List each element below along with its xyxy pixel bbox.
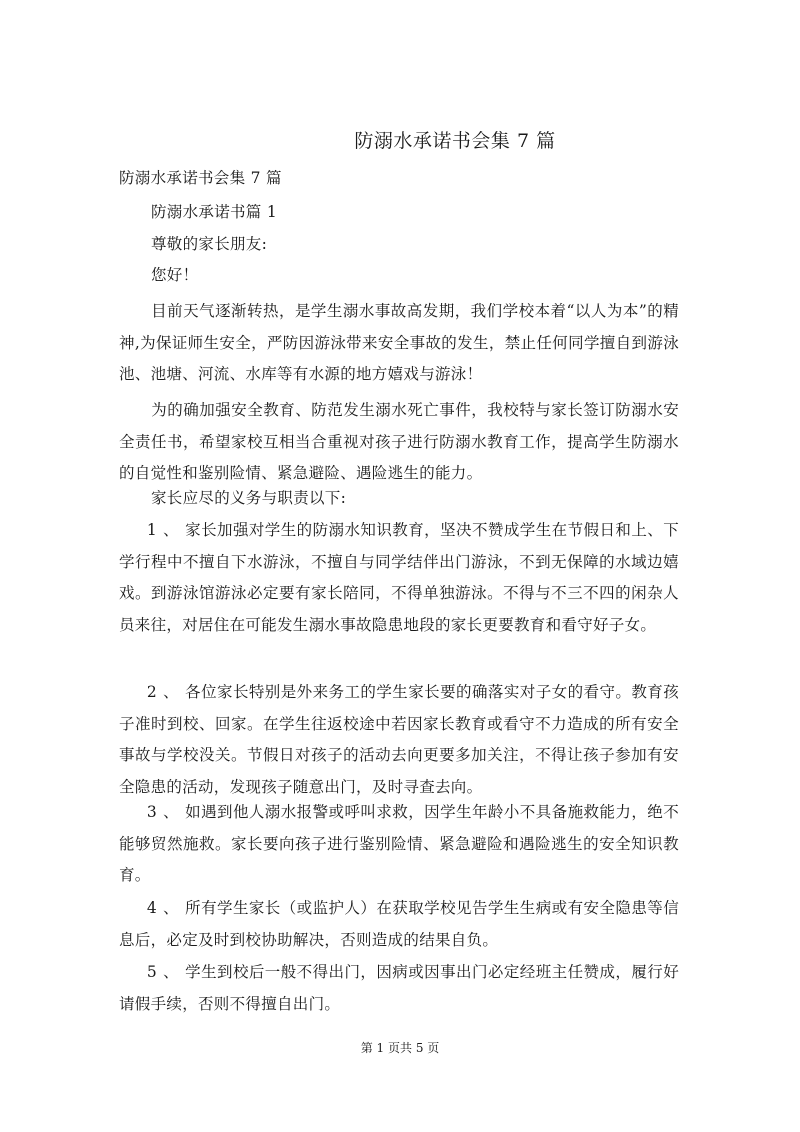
list-item-number: 5 (146, 963, 157, 981)
paragraph-1 (119, 296, 679, 391)
list-item-text: 学生到校后一般不得出门，因病或因事出门必定经班主任赞成，履行好请假手续，否则不得擅自出门。 (119, 963, 679, 1013)
list-item-separator: 、 (163, 963, 179, 981)
list-item-separator: 、 (163, 899, 179, 917)
section-heading: 防溺水承诺书篇 1 (151, 203, 277, 221)
paragraph-2 (119, 395, 679, 490)
list-item-separator: 、 (163, 803, 179, 821)
list-item-4 (119, 893, 679, 956)
list-item-text: 家长加强对学生的防溺水知识教育，坚决不赞成学生在节假日和上、下学行程中不擅自下水游泳，不擅自与同学结伴出门游泳，不到无保障的水域边嬉戏。到游泳馆游泳必定要有家长陪同，不得单独游泳。不得与不三不四的闲杂人员来往，对居住在可能发生溺水事故隐患地段的家长更要教育和看守好子女。 (119, 521, 679, 634)
list-item-number: 3 (146, 803, 157, 821)
paragraph-3 (119, 483, 679, 515)
list-item-separator: 、 (163, 683, 179, 701)
list-item-text: 所有学生家长（或监护人）在获取学校见告学生生病或有安全隐患等信息后，必定及时到校协助解决，否则造成的结果自负。 (119, 899, 679, 949)
salutation: 尊敬的家长朋友: (151, 235, 268, 253)
list-item-1 (119, 515, 679, 641)
paragraph-3-text: 家长应尽的义务与职责以下: (151, 489, 347, 507)
list-item-text: 如遇到他人溺水报警或呼叫求救，因学生年龄小不具备施救能力，绝不能够贸然施救。家长要向孩子进行鉴别险情、紧急避险和遇险逃生的安全知识教育。 (119, 803, 679, 884)
greeting: 您好！ (151, 266, 199, 284)
list-item-number: 1 (146, 521, 157, 539)
list-item-3 (119, 797, 679, 892)
list-item-separator: 、 (163, 521, 179, 539)
list-item-5 (119, 957, 679, 1020)
document-title: 防溺水承诺书会集 7 篇 (354, 130, 556, 152)
list-item-2 (119, 677, 679, 803)
list-item-text: 各位家长特别是外来务工的学生家长要的确落实对子女的看守。教育孩子准时到校、回家。在学生往返校途中若因家长教育或看守不力造成的所有安全事故与学校没关。节假日对孩子的活动去向更要多加关注，不得让孩子参加有安全隐患的活动，发现孩子随意出门，及时寻查去向。 (119, 683, 679, 796)
document-subtitle: 防溺水承诺书会集 7 篇 (119, 169, 282, 187)
paragraph-1-text: 目前天气逐渐转热，是学生溺水事故高发期，我们学校本着“以人为本”的精神,为保证师生安全，严防因游泳带来安全事故的发生，禁止任何同学擅自到游泳池、池塘、河流、水库等有水源的地方嬉戏与游泳！ (119, 302, 679, 383)
paragraph-2-text: 为的确加强安全教育、防范发生溺水死亡事件，我校特与家长签订防溺水安全责任书，希望家校互相当合重视对孩子进行防溺水教育工作，提高学生防溺水的自觉性和鉴别险情、紧急避险、遇险逃生的能力。 (119, 401, 679, 482)
list-item-number: 2 (146, 683, 157, 701)
list-item-number: 4 (146, 899, 157, 917)
page-footer: 第 1 页共 5 页 (360, 1041, 440, 1055)
